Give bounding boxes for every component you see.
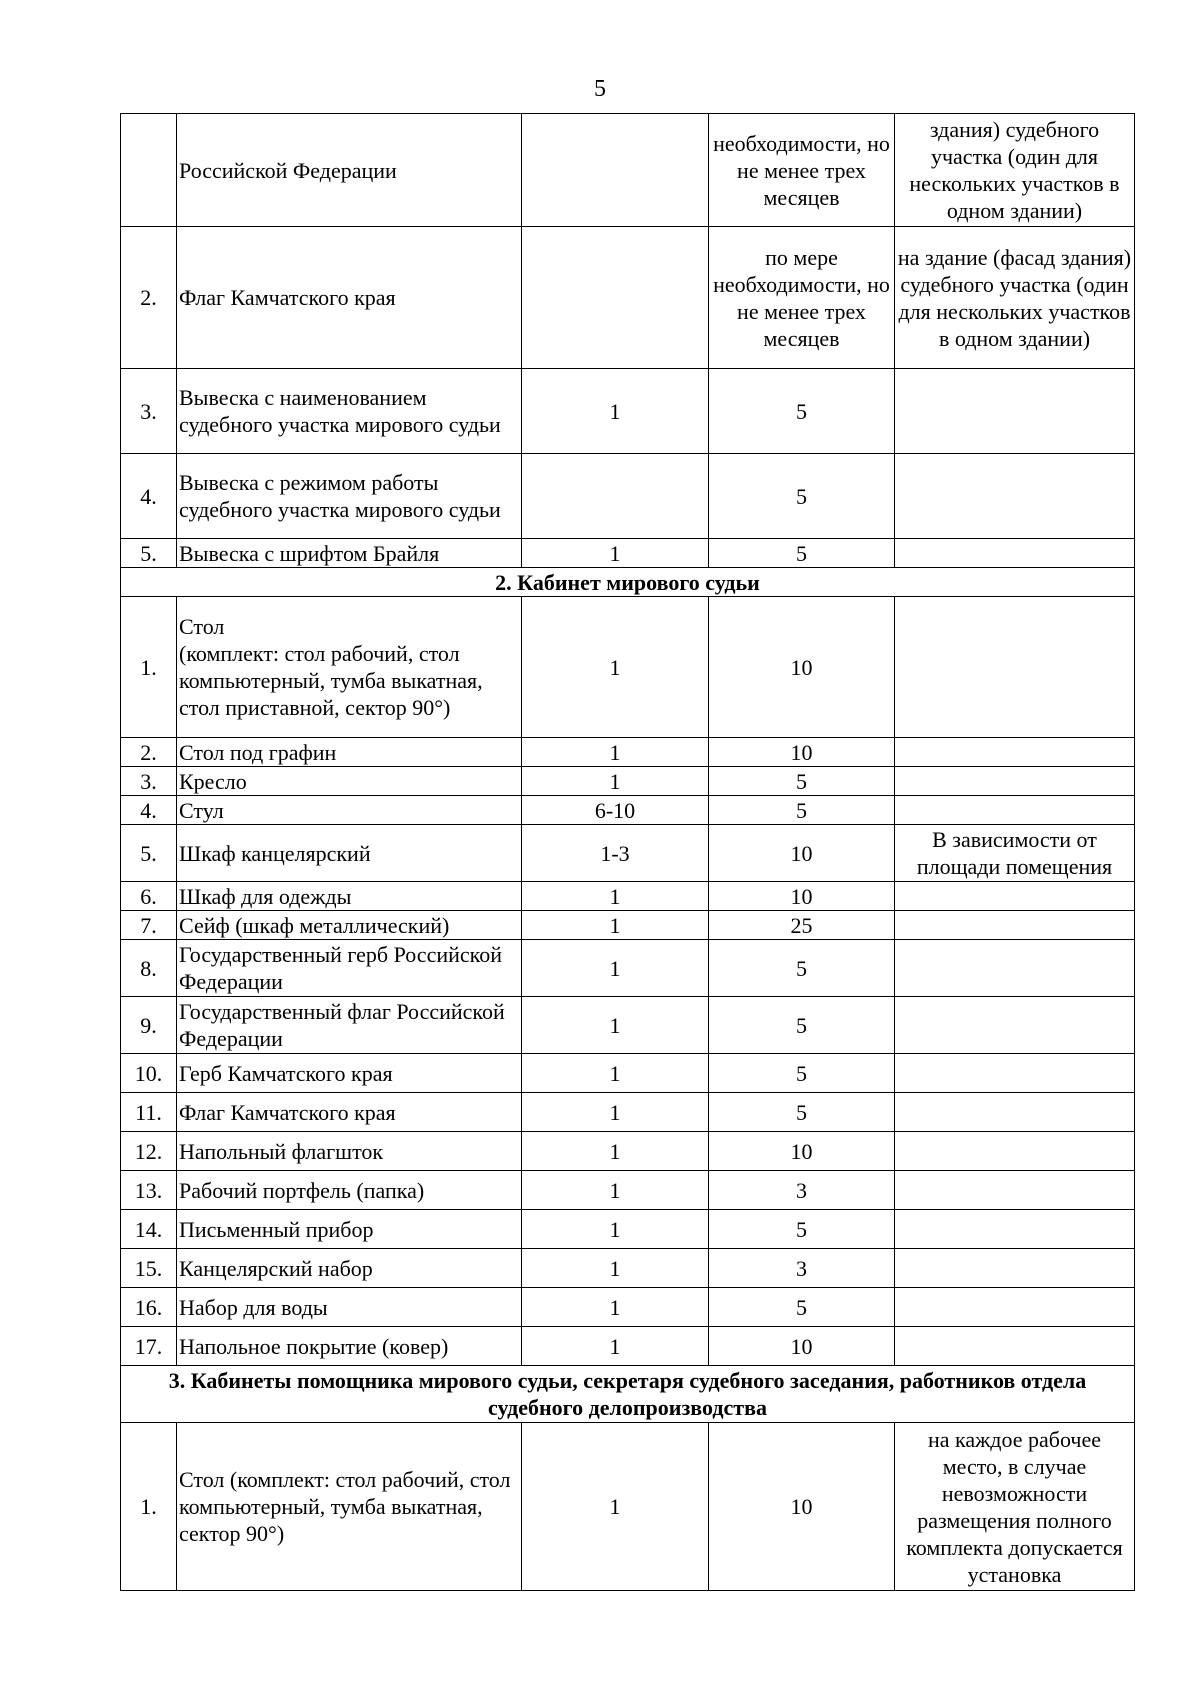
row-number: 5. (121, 825, 177, 882)
row-term: 10 (709, 1327, 895, 1366)
table-row (121, 1288, 1135, 1327)
row-term: по мере необходимости, но не менее трех месяцев (709, 227, 895, 369)
row-quantity: 1 (522, 1171, 709, 1210)
row-number: 12. (121, 1132, 177, 1171)
row-name: Напольный флагшток (177, 1132, 522, 1171)
row-note (895, 1210, 1135, 1249)
row-quantity: 1 (522, 1249, 709, 1288)
table-row (121, 227, 1135, 369)
row-number: 2. (121, 738, 177, 767)
row-number: 16. (121, 1288, 177, 1327)
row-note (895, 539, 1135, 568)
row-note (895, 911, 1135, 940)
row-quantity: 1 (522, 1327, 709, 1366)
row-term: 5 (709, 796, 895, 825)
row-number: 7. (121, 911, 177, 940)
row-note (895, 597, 1135, 738)
row-name: Шкаф для одежды (177, 882, 522, 911)
equipment-table (120, 113, 1135, 1591)
row-term: 10 (709, 825, 895, 882)
table-row (121, 114, 1135, 227)
row-number: 9. (121, 997, 177, 1054)
row-number: 4. (121, 796, 177, 825)
table-row (121, 1054, 1135, 1093)
row-note (895, 1327, 1135, 1366)
row-number: 14. (121, 1210, 177, 1249)
row-term: 5 (709, 940, 895, 997)
row-name-line: (комплект: стол рабочий, стол компьютерный, тумба выкатная, стол приставной, сектор 90°) (179, 641, 483, 720)
row-term: 5 (709, 767, 895, 796)
row-name (177, 597, 522, 738)
table-row (121, 1327, 1135, 1366)
table-row (121, 796, 1135, 825)
row-quantity: 1 (522, 597, 709, 738)
table-row (121, 738, 1135, 767)
row-name: Вывеска с шрифтом Брайля (177, 539, 522, 568)
section-title: 2. Кабинет мирового судьи (121, 568, 1135, 597)
row-number: 5. (121, 539, 177, 568)
row-note (895, 1288, 1135, 1327)
row-term: необходимости, но не менее трех месяцев (709, 114, 895, 227)
row-term: 25 (709, 911, 895, 940)
row-quantity: 1 (522, 1423, 709, 1591)
row-name: Вывеска с наименованием судебного участка мирового судьи (177, 369, 522, 454)
table-row (121, 539, 1135, 568)
row-quantity: 6-10 (522, 796, 709, 825)
row-quantity (522, 454, 709, 539)
row-note (895, 369, 1135, 454)
table-row (121, 1171, 1135, 1210)
row-name: Флаг Камчатского края (177, 227, 522, 369)
row-number: 13. (121, 1171, 177, 1210)
row-term: 3 (709, 1249, 895, 1288)
table-row (121, 597, 1135, 738)
table-row (121, 997, 1135, 1054)
row-term: 5 (709, 539, 895, 568)
page-number: 5 (594, 76, 606, 102)
row-quantity: 1 (522, 1288, 709, 1327)
row-name: Напольное покрытие (ковер) (177, 1327, 522, 1366)
row-name: Сейф (шкаф металлический) (177, 911, 522, 940)
row-term: 10 (709, 1132, 895, 1171)
table-row (121, 369, 1135, 454)
table-row (121, 1423, 1135, 1591)
row-quantity: 1 (522, 539, 709, 568)
row-name: Кресло (177, 767, 522, 796)
table-row (121, 1093, 1135, 1132)
section-header (121, 1366, 1135, 1423)
row-number: 6. (121, 882, 177, 911)
row-number: 2. (121, 227, 177, 369)
row-quantity: 1 (522, 997, 709, 1054)
row-name: Канцелярский набор (177, 1249, 522, 1288)
table-row (121, 1210, 1135, 1249)
row-term: 10 (709, 738, 895, 767)
row-name: Государственный герб Российской Федерации (177, 940, 522, 997)
row-note (895, 1132, 1135, 1171)
row-note (895, 796, 1135, 825)
row-quantity: 1-3 (522, 825, 709, 882)
row-note (895, 1093, 1135, 1132)
section-title: 3. Кабинеты помощника мирового судьи, секретаря судебного заседания, работников отдела судебного делопроизводства (121, 1366, 1135, 1423)
row-number: 4. (121, 454, 177, 539)
row-name: Российской Федерации (177, 114, 522, 227)
table-row (121, 454, 1135, 539)
row-term: 5 (709, 997, 895, 1054)
row-note: здания) судебного участка (один для нескольких участков в одном здании) (895, 114, 1135, 227)
table-row (121, 911, 1135, 940)
row-term: 5 (709, 369, 895, 454)
row-name: Письменный прибор (177, 1210, 522, 1249)
row-name-line: Стол (179, 614, 225, 639)
table-row (121, 1132, 1135, 1171)
row-quantity: 1 (522, 369, 709, 454)
row-quantity: 1 (522, 1132, 709, 1171)
row-note: на каждое рабочее место, в случае невозможности размещения полного комплекта допускается установка (895, 1423, 1135, 1591)
row-note: В зависимости от площади помещения (895, 825, 1135, 882)
row-quantity: 1 (522, 1093, 709, 1132)
row-term: 5 (709, 454, 895, 539)
row-number: 8. (121, 940, 177, 997)
row-name: Вывеска с режимом работы судебного участка мирового судьи (177, 454, 522, 539)
table-row (121, 767, 1135, 796)
row-name: Стол (комплект: стол рабочий, стол компьютерный, тумба выкатная, сектор 90°) (177, 1423, 522, 1591)
row-quantity: 1 (522, 882, 709, 911)
row-term: 3 (709, 1171, 895, 1210)
row-term: 5 (709, 1054, 895, 1093)
row-note: на здание (фасад здания) судебного участка (один для нескольких участков в одном здании) (895, 227, 1135, 369)
row-quantity: 1 (522, 1210, 709, 1249)
row-note (895, 454, 1135, 539)
row-term: 10 (709, 597, 895, 738)
row-quantity (522, 114, 709, 227)
row-term: 5 (709, 1093, 895, 1132)
row-name: Набор для воды (177, 1288, 522, 1327)
row-term: 5 (709, 1210, 895, 1249)
row-number: 15. (121, 1249, 177, 1288)
row-name: Флаг Камчатского края (177, 1093, 522, 1132)
row-name: Стол под графин (177, 738, 522, 767)
row-number: 3. (121, 767, 177, 796)
table-row (121, 882, 1135, 911)
row-name: Шкаф канцелярский (177, 825, 522, 882)
row-note (895, 1249, 1135, 1288)
row-number: 1. (121, 597, 177, 738)
row-number: 10. (121, 1054, 177, 1093)
row-quantity: 1 (522, 940, 709, 997)
row-number (121, 114, 177, 227)
row-name: Герб Камчатского края (177, 1054, 522, 1093)
row-note (895, 997, 1135, 1054)
row-number: 3. (121, 369, 177, 454)
row-note (895, 940, 1135, 997)
row-number: 1. (121, 1423, 177, 1591)
row-note (895, 738, 1135, 767)
row-term: 10 (709, 1423, 895, 1591)
table-row (121, 1249, 1135, 1288)
row-term: 10 (709, 882, 895, 911)
row-quantity (522, 227, 709, 369)
row-note (895, 1054, 1135, 1093)
row-number: 11. (121, 1093, 177, 1132)
row-quantity: 1 (522, 911, 709, 940)
row-quantity: 1 (522, 767, 709, 796)
row-quantity: 1 (522, 738, 709, 767)
row-name: Стул (177, 796, 522, 825)
row-number: 17. (121, 1327, 177, 1366)
row-quantity: 1 (522, 1054, 709, 1093)
table-row (121, 825, 1135, 882)
table-row (121, 940, 1135, 997)
section-header (121, 568, 1135, 597)
row-name: Государственный флаг Российской Федерации (177, 997, 522, 1054)
row-note (895, 1171, 1135, 1210)
row-name: Рабочий портфель (папка) (177, 1171, 522, 1210)
row-note (895, 767, 1135, 796)
row-term: 5 (709, 1288, 895, 1327)
row-note (895, 882, 1135, 911)
